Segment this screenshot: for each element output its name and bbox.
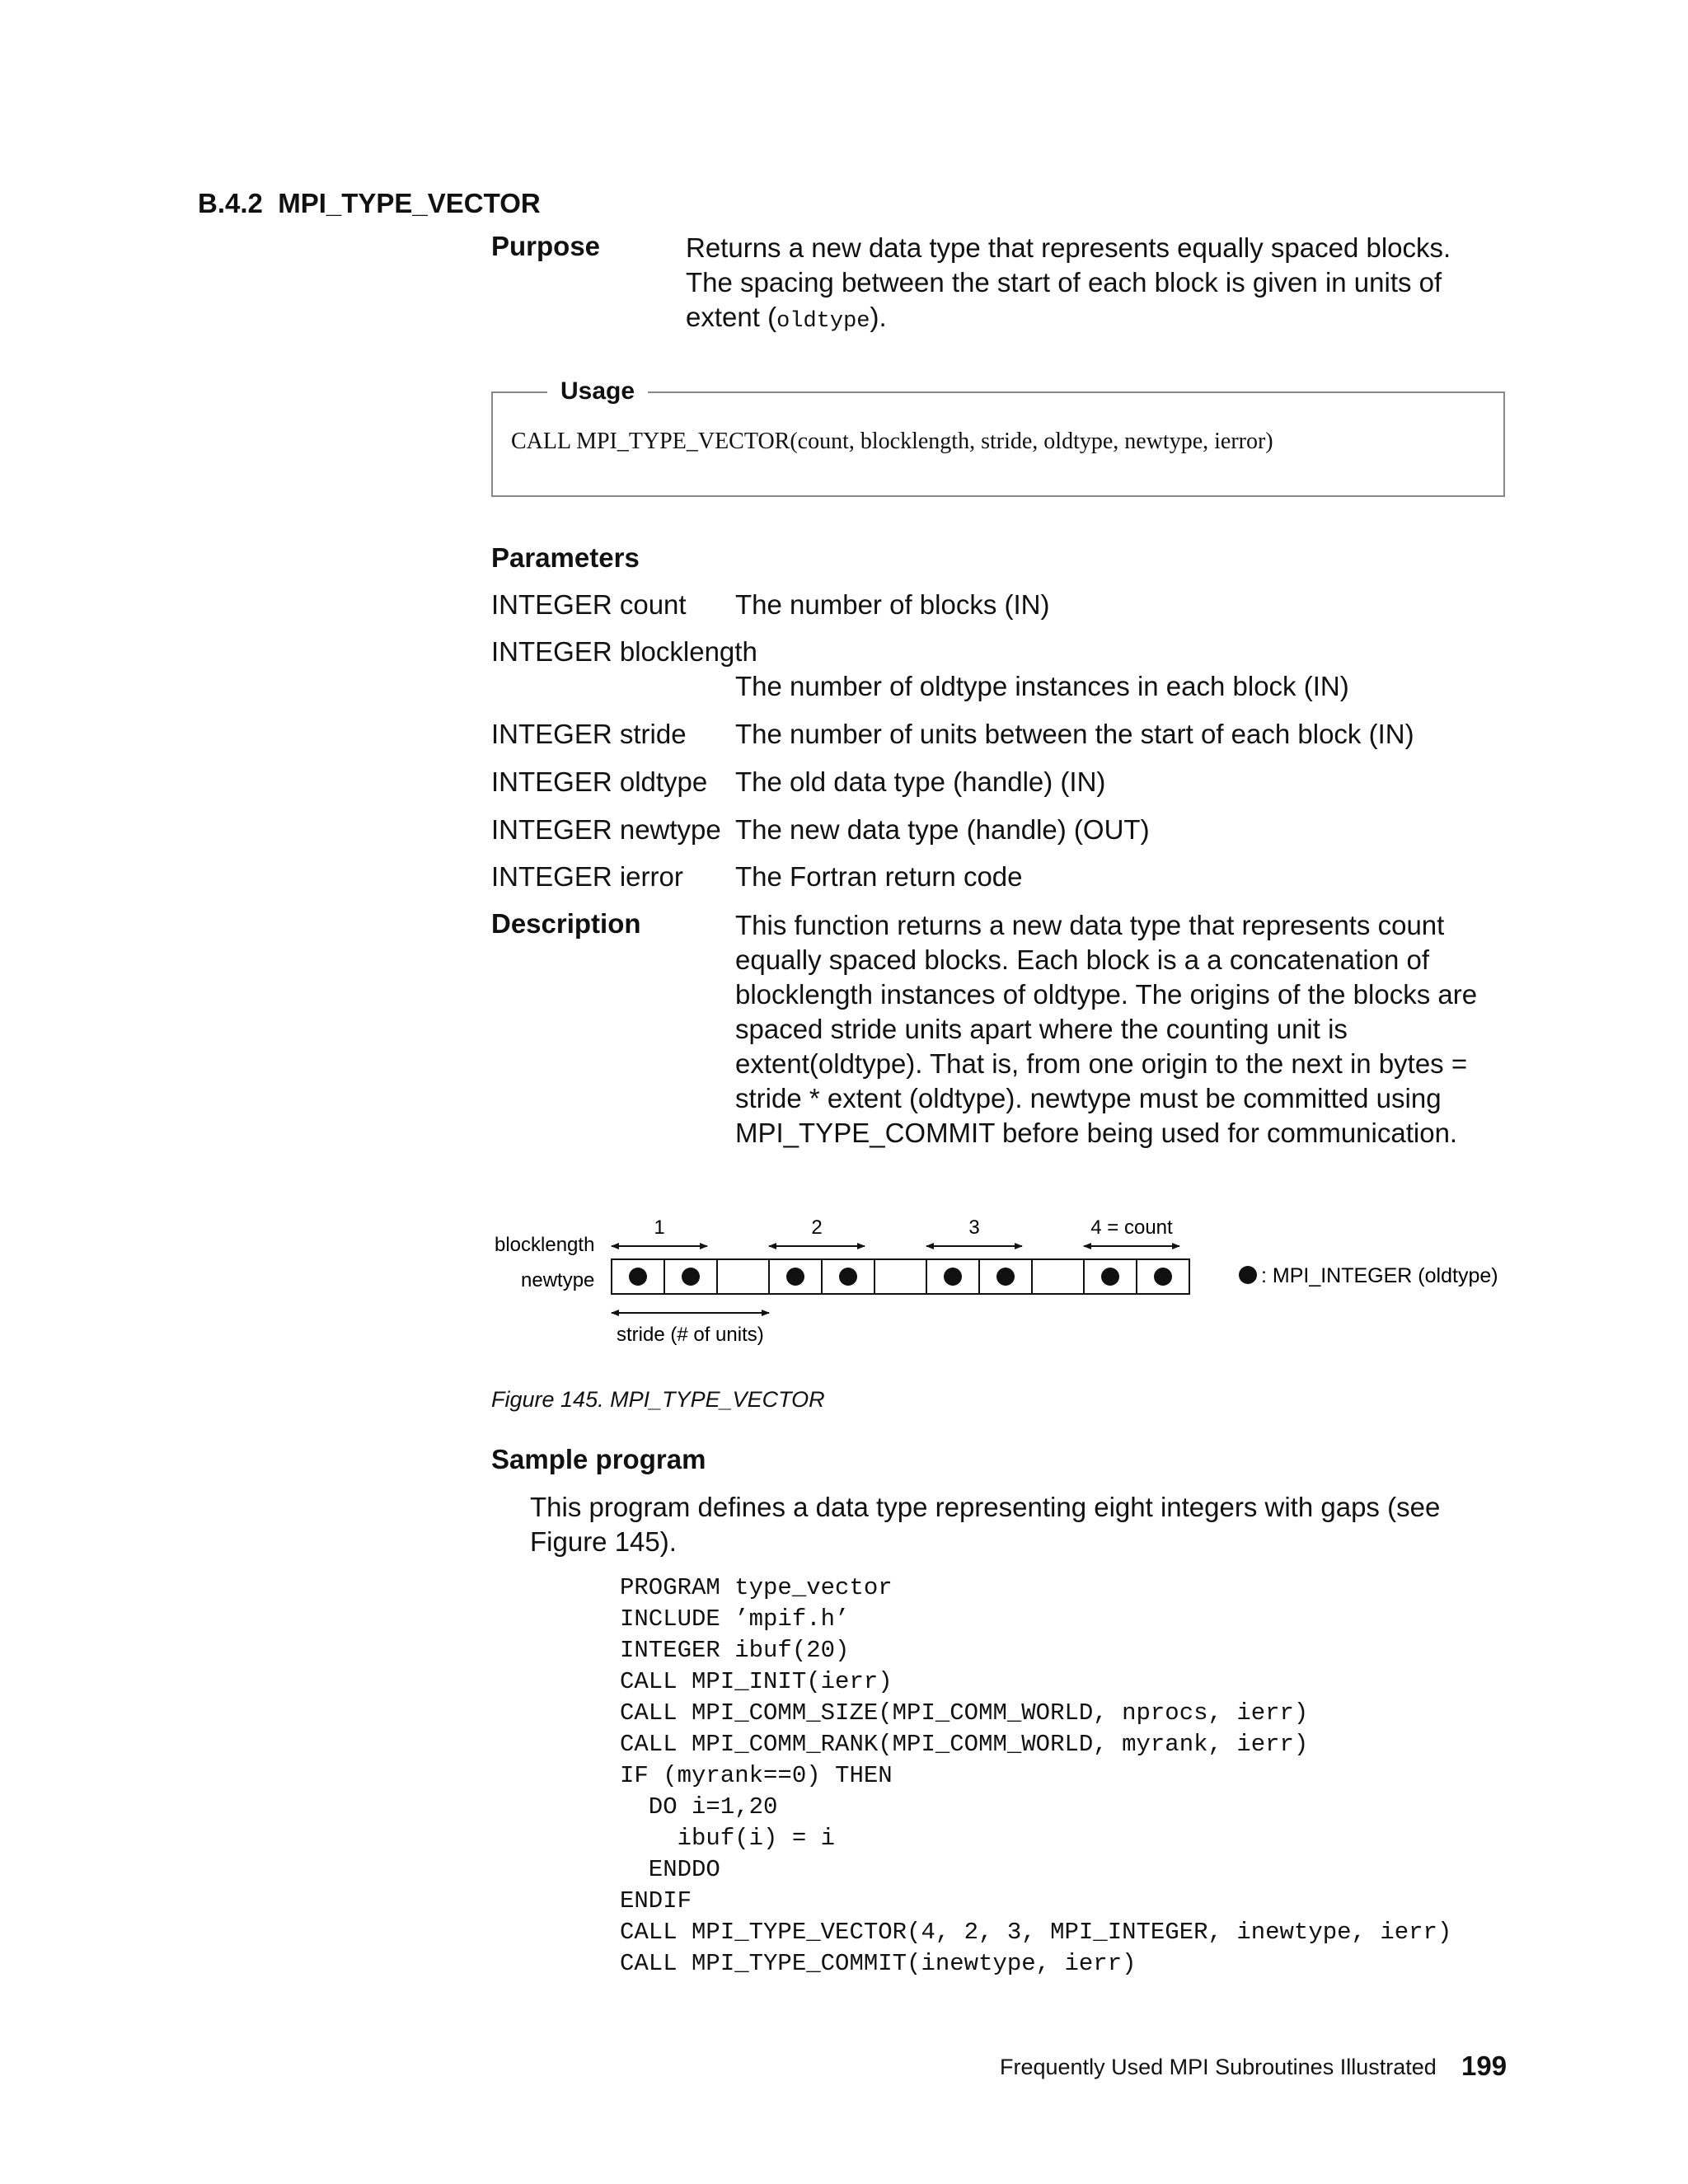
stride-label: stride (# of units): [617, 1324, 764, 1346]
param-desc-ierror: The Fortran return code: [735, 861, 1023, 892]
param-desc-newtype: The new data type (handle) (OUT): [735, 814, 1150, 845]
description-line: spaced stride units apart where the counting unit is: [735, 1014, 1348, 1044]
description-line: stride * extent (oldtype). newtype must be committed using: [735, 1083, 1442, 1113]
section-number: B.4.2: [198, 188, 263, 218]
type-vector-diagram: [486, 1207, 1517, 1364]
param-name-count: INTEGER count: [491, 589, 687, 620]
integer-dot: [629, 1268, 647, 1286]
param-name-blocklength: INTEGER blocklength: [491, 636, 757, 667]
block-label: 1: [654, 1216, 665, 1239]
purpose-line: The spacing between the start of each block is given in units of: [686, 267, 1442, 298]
param-desc-blocklength: The number of oldtype instances in each block (IN): [735, 671, 1349, 701]
param-name-stride: INTEGER stride: [491, 719, 687, 749]
sample-code-block: PROGRAM type_vector INCLUDE ’mpif.h’ INTEGER ibuf(20) CALL MPI_INIT(ierr) CALL MPI_COMM_SIZE(MPI_COMM_WORLD, nprocs, ierr) CALL MPI_COMM_RANK(MPI_COMM_WORLD, myrank, ierr) IF (myrank==0) THEN DO i=1,20 ibuf(i) = i ENDDO ENDIF CALL MPI_TYPE_VECTOR(4, 2, 3, MPI_INTEGER, inewtype, ierr) CALL MPI_TYPE_COMMIT(inewtype, ierr): [620, 1574, 1452, 1977]
figure-caption: Figure 145. MPI_TYPE_VECTOR: [491, 1387, 825, 1412]
sample-intro-line: Figure 145).: [530, 1526, 677, 1557]
description-line: This function returns a new data type that represents count: [735, 910, 1445, 940]
blocklength-label: blocklength: [495, 1234, 595, 1256]
param-name-ierror: INTEGER ierror: [491, 861, 683, 892]
description-line: extent(oldtype). That is, from one origin to the next in bytes =: [735, 1048, 1468, 1079]
integer-dot: [682, 1268, 700, 1286]
description-line: equally spaced blocks. Each block is a a concatenation of: [735, 944, 1430, 975]
sample-intro-line: This program defines a data type representing eight integers with gaps (see: [530, 1492, 1441, 1522]
purpose-line: extent (oldtype).: [686, 302, 887, 334]
integer-dot: [786, 1268, 804, 1286]
sample-intro: [530, 1490, 1511, 1559]
integer-dot: [944, 1268, 962, 1286]
param-name-newtype: INTEGER newtype: [491, 814, 721, 845]
integer-dot: [839, 1268, 857, 1286]
section-title: MPI_TYPE_VECTOR: [278, 188, 541, 218]
purpose-label: Purpose: [491, 231, 601, 261]
param-desc-stride: The number of units between the start of each block (IN): [735, 719, 1414, 749]
block-label: 2: [811, 1216, 823, 1239]
purpose-line: Returns a new data type that represents equally spaced blocks.: [686, 232, 1451, 263]
block-label: 3: [968, 1216, 980, 1239]
integer-dot: [1154, 1268, 1172, 1286]
description-label: Description: [491, 908, 641, 939]
parameters-title: Parameters: [491, 542, 640, 573]
integer-dot: [1101, 1268, 1119, 1286]
type-cell-gap: [717, 1259, 769, 1294]
type-cell-gap: [874, 1259, 926, 1294]
section-heading: [198, 188, 541, 219]
description-line: blocklength instances of oldtype. The origins of the blocks are: [735, 979, 1478, 1010]
legend-label: : MPI_INTEGER (oldtype): [1261, 1264, 1498, 1287]
integer-dot: [996, 1268, 1015, 1286]
legend-dot-icon: [1239, 1266, 1257, 1284]
footer-text: Frequently Used MPI Subroutines Illustrated: [1000, 2055, 1437, 2079]
purpose-text: [686, 231, 1510, 339]
block-label: 4 = count: [1090, 1216, 1173, 1239]
inline-code: oldtype: [776, 309, 870, 334]
newtype-label: newtype: [521, 1269, 595, 1291]
sample-program-title: Sample program: [491, 1444, 706, 1474]
type-cell-gap: [1032, 1259, 1084, 1294]
page-number: 199: [1461, 2050, 1507, 2081]
param-desc-count: The number of blocks (IN): [735, 589, 1050, 620]
description-line: MPI_TYPE_COMMIT before being used for communication.: [735, 1118, 1458, 1148]
description-text: [735, 908, 1518, 1151]
param-desc-oldtype: The old data type (handle) (IN): [735, 766, 1106, 797]
param-name-oldtype: INTEGER oldtype: [491, 766, 708, 797]
usage-title: Usage: [547, 377, 648, 405]
usage-code: CALL MPI_TYPE_VECTOR(count, blocklength, stride, oldtype, newtype, ierror): [511, 429, 1273, 454]
